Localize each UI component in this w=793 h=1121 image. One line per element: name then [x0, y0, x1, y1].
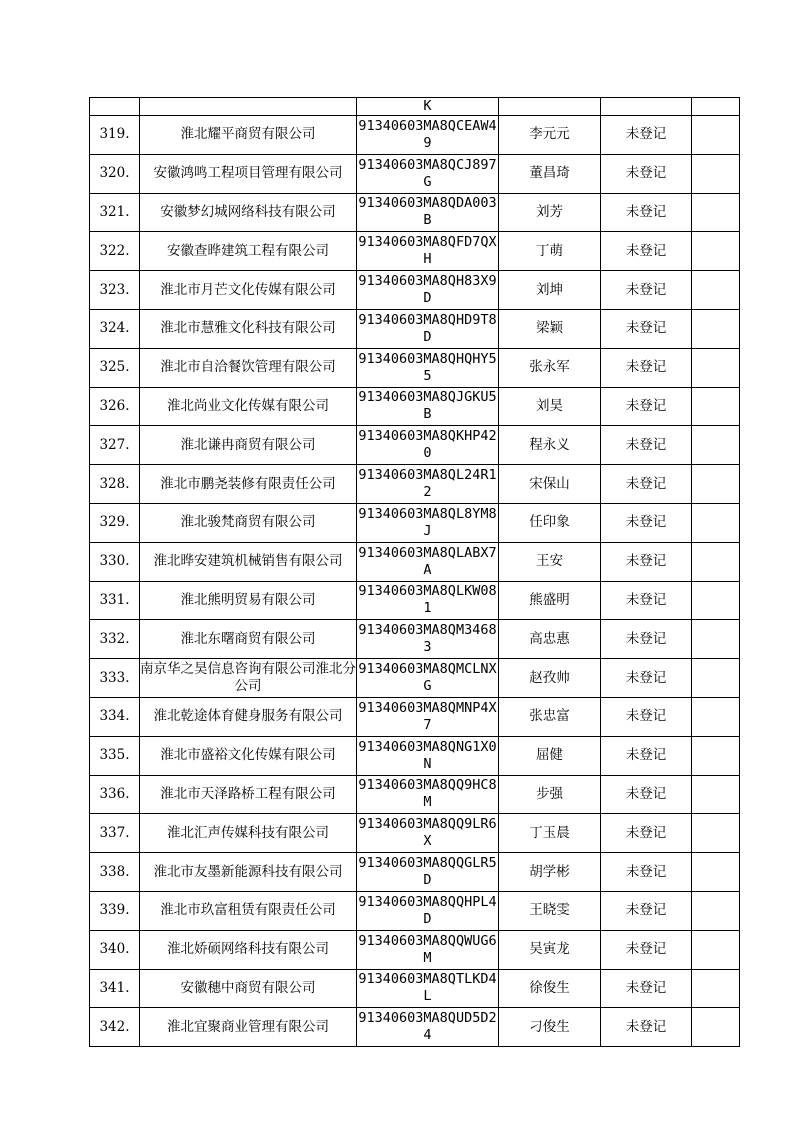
credit-code-line-2: 9: [423, 134, 432, 151]
cell-credit-code: [357, 1008, 499, 1047]
table-row: [90, 891, 740, 930]
cell-status: 未登记: [601, 503, 692, 542]
cell-status: 未登记: [601, 659, 692, 698]
cell-credit-code: [357, 736, 499, 775]
cell-status: 未登记: [601, 426, 692, 465]
cell-extra: [692, 1008, 740, 1047]
table-row: [90, 775, 740, 814]
cell-number: 330.: [90, 542, 140, 581]
cell-company-name: 淮北乾途体育健身服务有限公司: [140, 697, 357, 736]
cell-legal-person: 胡学彬: [499, 853, 601, 892]
cell-credit-code: [357, 775, 499, 814]
cell-credit-code: [357, 853, 499, 892]
credit-code-line-2: B: [423, 406, 432, 423]
credit-code-line-2: M: [423, 794, 432, 811]
cell-number: 323.: [90, 271, 140, 310]
cell-status: [601, 98, 692, 116]
cell-number: 332.: [90, 620, 140, 659]
cell-company-name: 淮北市玖富租赁有限责任公司: [140, 891, 357, 930]
cell-company-name: 淮北市月芒文化传媒有限公司: [140, 271, 357, 310]
table-row: [90, 659, 740, 698]
cell-extra: [692, 232, 740, 271]
credit-code-line-1: 91340603MA8QJGKU5: [358, 389, 497, 406]
cell-legal-person: 董昌琦: [499, 154, 601, 193]
cell-company-name: 淮北晔安建筑机械销售有限公司: [140, 542, 357, 581]
registry-table: [89, 97, 740, 1047]
cell-status: 未登记: [601, 542, 692, 581]
cell-status: 未登记: [601, 348, 692, 387]
credit-code-line-2: 3: [423, 639, 432, 656]
credit-code-line-2: B: [423, 212, 432, 229]
cell-company-name: 淮北市友墨新能源科技有限公司: [140, 853, 357, 892]
cell-status: 未登记: [601, 853, 692, 892]
cell-status: 未登记: [601, 1008, 692, 1047]
cell-status: 未登记: [601, 116, 692, 155]
cell-number: 322.: [90, 232, 140, 271]
credit-code-line-1: 91340603MA8QM3468: [358, 622, 497, 639]
credit-code-line-2: G: [423, 678, 432, 695]
cell-company-name: 安徽鸿鸣工程项目管理有限公司: [140, 154, 357, 193]
cell-company-name: 淮北熊明贸易有限公司: [140, 581, 357, 620]
table-row: [90, 309, 740, 348]
cell-extra: [692, 348, 740, 387]
cell-status: 未登记: [601, 387, 692, 426]
cell-extra: [692, 581, 740, 620]
cell-extra: [692, 620, 740, 659]
credit-code-line-1: 91340603MA8QQGLR5: [358, 855, 497, 872]
cell-extra: [692, 154, 740, 193]
credit-code-line-1: 91340603MA8QLABX7: [358, 544, 497, 561]
cell-credit-code: [357, 154, 499, 193]
credit-code-line-1: 91340603MA8QQ9HC8: [358, 777, 497, 794]
cell-number: 333.: [90, 659, 140, 698]
cell-status: 未登记: [601, 271, 692, 310]
credit-code-line-2: X: [423, 833, 432, 850]
cell-credit-code: [357, 193, 499, 232]
cell-credit-code: [357, 426, 499, 465]
table-row: [90, 853, 740, 892]
cell-number: 337.: [90, 814, 140, 853]
cell-number: 340.: [90, 930, 140, 969]
cell-legal-person: 丁玉晨: [499, 814, 601, 853]
cell-number: 325.: [90, 348, 140, 387]
cell-legal-person: 程永义: [499, 426, 601, 465]
cell-legal-person: 刘昊: [499, 387, 601, 426]
cell-status: 未登记: [601, 891, 692, 930]
credit-code-line-1: 91340603MA8QMCLNX: [358, 661, 497, 678]
credit-code-line-1: 91340603MA8QL8YM8: [358, 505, 497, 522]
cell-company-name: [140, 98, 357, 116]
cell-legal-person: [499, 98, 601, 116]
cell-company-name: 淮北市天泽路桥工程有限公司: [140, 775, 357, 814]
cell-extra: [692, 853, 740, 892]
cell-number: 331.: [90, 581, 140, 620]
credit-code-line-2: H: [423, 251, 432, 268]
credit-code-line-2: 4: [423, 1027, 432, 1044]
cell-extra: [692, 775, 740, 814]
cell-status: 未登记: [601, 736, 692, 775]
cell-legal-person: 王安: [499, 542, 601, 581]
credit-code-line-2: D: [423, 290, 432, 307]
cell-extra: [692, 98, 740, 116]
credit-code-line-2: D: [423, 328, 432, 345]
cell-number: 320.: [90, 154, 140, 193]
cell-number: 338.: [90, 853, 140, 892]
cell-company-name: 淮北娇硕网络科技有限公司: [140, 930, 357, 969]
cell-extra: [692, 465, 740, 504]
cell-status: 未登记: [601, 232, 692, 271]
cell-company-name: 淮北汇声传媒科技有限公司: [140, 814, 357, 853]
cell-number: 336.: [90, 775, 140, 814]
cell-number: 334.: [90, 697, 140, 736]
credit-code-line-1: 91340603MA8QMNP4X: [358, 699, 497, 716]
cell-number: 335.: [90, 736, 140, 775]
cell-company-name: 安徽梦幻城网络科技有限公司: [140, 193, 357, 232]
cell-legal-person: 梁颖: [499, 309, 601, 348]
cell-legal-person: 刘芳: [499, 193, 601, 232]
cell-extra: [692, 193, 740, 232]
credit-code-line-2: M: [423, 949, 432, 966]
cell-number: 327.: [90, 426, 140, 465]
credit-code-line-2: N: [423, 755, 432, 772]
table-row: [90, 387, 740, 426]
credit-code-line-2: 5: [423, 367, 432, 384]
table-row: [90, 620, 740, 659]
cell-legal-person: 步强: [499, 775, 601, 814]
cell-legal-person: 李元元: [499, 116, 601, 155]
table-row: [90, 426, 740, 465]
cell-extra: [692, 309, 740, 348]
cell-number: 319.: [90, 116, 140, 155]
cell-company-name: 安徽穗中商贸有限公司: [140, 969, 357, 1008]
cell-status: 未登记: [601, 581, 692, 620]
cell-legal-person: 张永军: [499, 348, 601, 387]
cell-credit-code: [357, 697, 499, 736]
cell-company-name: 淮北市慧雅文化科技有限公司: [140, 309, 357, 348]
cell-number: 329.: [90, 503, 140, 542]
credit-code-line-2: 7: [423, 716, 432, 733]
cell-legal-person: 张忠富: [499, 697, 601, 736]
credit-code-line-1: 91340603MA8QQ9LR6: [358, 816, 497, 833]
cell-status: 未登记: [601, 775, 692, 814]
cell-extra: [692, 659, 740, 698]
cell-extra: [692, 930, 740, 969]
cell-company-name: 南京华之昊信息咨询有限公司淮北分公司: [140, 659, 357, 698]
credit-code-line-2: J: [423, 522, 432, 539]
table-row: [90, 1008, 740, 1047]
credit-code-line-1: 91340603MA8QQWUG6: [358, 932, 497, 949]
credit-code-line-2: 1: [423, 600, 432, 617]
cell-credit-code: [357, 116, 499, 155]
cell-extra: [692, 387, 740, 426]
cell-credit-code: [357, 581, 499, 620]
cell-credit-code: [357, 659, 499, 698]
table-row: [90, 697, 740, 736]
cell-credit-code: [357, 620, 499, 659]
cell-number: 321.: [90, 193, 140, 232]
cell-legal-person: 宋保山: [499, 465, 601, 504]
cell-status: 未登记: [601, 620, 692, 659]
credit-code-line-1: 91340603MA8QH83X9: [358, 273, 497, 290]
cell-legal-person: 徐俊生: [499, 969, 601, 1008]
credit-code-line-1: 91340603MA8QL24R1: [358, 467, 497, 484]
cell-credit-code: [357, 309, 499, 348]
credit-code-line-1: 91340603MA8QKHP42: [358, 428, 497, 445]
cell-status: 未登记: [601, 969, 692, 1008]
table-row: [90, 348, 740, 387]
cell-extra: [692, 426, 740, 465]
cell-company-name: 淮北谦冉商贸有限公司: [140, 426, 357, 465]
table-row: [90, 465, 740, 504]
cell-legal-person: 屈健: [499, 736, 601, 775]
table-row: [90, 193, 740, 232]
table-row: [90, 503, 740, 542]
credit-code-line-1: 91340603MA8QFD7QX: [358, 234, 497, 251]
cell-company-name: 安徽查晔建筑工程有限公司: [140, 232, 357, 271]
table-row: [90, 271, 740, 310]
cell-legal-person: 任印象: [499, 503, 601, 542]
cell-status: 未登记: [601, 465, 692, 504]
cell-credit-code: K: [357, 98, 499, 116]
cell-status: 未登记: [601, 814, 692, 853]
cell-status: 未登记: [601, 697, 692, 736]
cell-status: 未登记: [601, 154, 692, 193]
cell-credit-code: [357, 348, 499, 387]
cell-number: [90, 98, 140, 116]
credit-code-line-2: L: [423, 988, 432, 1005]
table-row: [90, 736, 740, 775]
cell-extra: [692, 969, 740, 1008]
credit-code-line-2: A: [423, 561, 432, 578]
cell-credit-code: [357, 232, 499, 271]
table-row: [90, 542, 740, 581]
cell-number: 324.: [90, 309, 140, 348]
credit-code-line-2: D: [423, 910, 432, 927]
cell-credit-code: [357, 814, 499, 853]
credit-code-line-2: 2: [423, 484, 432, 501]
table-row: [90, 930, 740, 969]
cell-credit-code: [357, 465, 499, 504]
cell-company-name: 淮北尚业文化传媒有限公司: [140, 387, 357, 426]
cell-legal-person: 吴寅龙: [499, 930, 601, 969]
cell-extra: [692, 503, 740, 542]
credit-code-line-1: 91340603MA8QDA003: [358, 195, 497, 212]
table-row: [90, 232, 740, 271]
credit-code-line-1: 91340603MA8QHD9T8: [358, 311, 497, 328]
cell-extra: [692, 814, 740, 853]
cell-extra: [692, 697, 740, 736]
cell-status: 未登记: [601, 193, 692, 232]
cell-extra: [692, 736, 740, 775]
cell-legal-person: 丁萌: [499, 232, 601, 271]
cell-company-name: 淮北骏梵商贸有限公司: [140, 503, 357, 542]
credit-code-line-1: 91340603MA8QCJ897: [358, 156, 497, 173]
credit-code-line-1: 91340603MA8QUD5D2: [358, 1010, 497, 1027]
cell-extra: [692, 271, 740, 310]
cell-legal-person: 赵孜帅: [499, 659, 601, 698]
cell-number: 326.: [90, 387, 140, 426]
cell-status: 未登记: [601, 309, 692, 348]
table-row: [90, 969, 740, 1008]
cell-number: 341.: [90, 969, 140, 1008]
cell-number: 342.: [90, 1008, 140, 1047]
table-row: [90, 154, 740, 193]
cell-credit-code: [357, 387, 499, 426]
cell-credit-code: [357, 930, 499, 969]
cell-company-name: 淮北东曙商贸有限公司: [140, 620, 357, 659]
cell-credit-code: [357, 503, 499, 542]
cell-company-name: 淮北市鹏尧装修有限责任公司: [140, 465, 357, 504]
cell-credit-code: [357, 969, 499, 1008]
cell-credit-code: [357, 271, 499, 310]
cell-number: 328.: [90, 465, 140, 504]
cell-extra: [692, 891, 740, 930]
cell-company-name: 淮北宜聚商业管理有限公司: [140, 1008, 357, 1047]
cell-legal-person: 刁俊生: [499, 1008, 601, 1047]
credit-code-line-2: D: [423, 872, 432, 889]
cell-legal-person: 高忠惠: [499, 620, 601, 659]
cell-status: 未登记: [601, 930, 692, 969]
table-row: [90, 814, 740, 853]
registry-table-body: [90, 98, 740, 1047]
cell-company-name: 淮北市自洽餐饮管理有限公司: [140, 348, 357, 387]
cell-legal-person: 刘坤: [499, 271, 601, 310]
credit-code-line-2: G: [423, 173, 432, 190]
table-row: [90, 581, 740, 620]
cell-credit-code: [357, 891, 499, 930]
cell-legal-person: 王晓雯: [499, 891, 601, 930]
cell-credit-code: [357, 542, 499, 581]
credit-code-line-1: 91340603MA8QHQHY5: [358, 350, 497, 367]
cell-company-name: 淮北市盛裕文化传媒有限公司: [140, 736, 357, 775]
credit-code-line-1: 91340603MA8QQHPL4: [358, 893, 497, 910]
cell-legal-person: 熊盛明: [499, 581, 601, 620]
credit-code-line-1: 91340603MA8QCEAW4: [358, 117, 497, 134]
cell-extra: [692, 542, 740, 581]
cell-number: 339.: [90, 891, 140, 930]
table-row: [90, 116, 740, 155]
credit-code-line-1: 91340603MA8QTLKD4: [358, 971, 497, 988]
credit-code-line-2: 0: [423, 445, 432, 462]
credit-code-line-1: 91340603MA8QNG1X0: [358, 738, 497, 755]
credit-code-line-1: 91340603MA8QLKW08: [358, 583, 497, 600]
cell-extra: [692, 116, 740, 155]
cell-company-name: 淮北耀平商贸有限公司: [140, 116, 357, 155]
table-row-continued: [90, 98, 740, 116]
